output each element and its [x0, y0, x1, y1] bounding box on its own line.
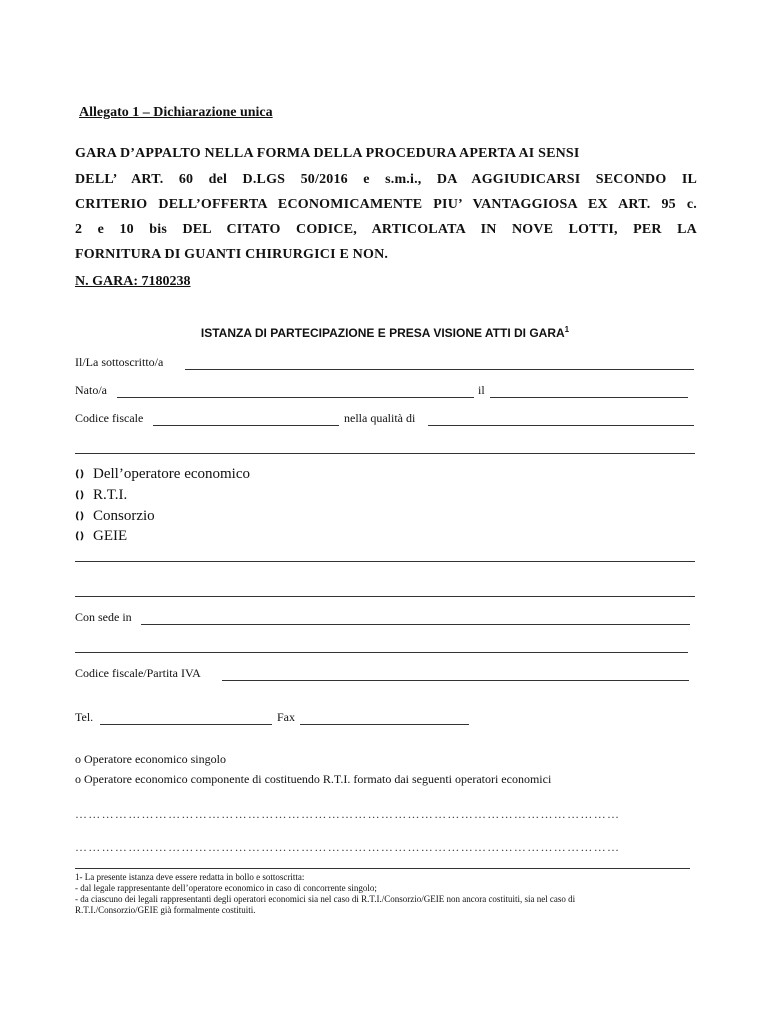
radio-icon[interactable]: () [75, 511, 85, 522]
option-label: GEIE [93, 528, 128, 544]
data-nascita-field[interactable] [490, 397, 688, 398]
codice-fiscale-field[interactable] [153, 425, 339, 426]
gara-number: N. GARA: 7180238 [75, 274, 191, 289]
qualita-label: nella qualità di [344, 411, 416, 425]
qualita-field[interactable] [428, 425, 694, 426]
sottoscritto-field[interactable] [185, 369, 694, 370]
radio-icon[interactable]: () [75, 469, 85, 480]
cf-piva-field[interactable] [222, 680, 689, 681]
codice-fiscale-label: Codice fiscale [75, 411, 144, 425]
cf-piva-label: Codice fiscale/Partita IVA [75, 666, 201, 680]
option-label: R.T.I. [93, 487, 128, 503]
radio-icon[interactable]: () [75, 531, 85, 542]
option-rti[interactable] [75, 487, 127, 504]
dotted-line[interactable]: …………………………………………………………………………………………………………… [75, 840, 621, 854]
blank-line[interactable] [75, 652, 688, 653]
footnote-line: 1- La presente istanza deve essere redatta in bollo e sottoscritta: [75, 872, 305, 882]
nato-label: Nato/a [75, 383, 107, 397]
gara-line-4: 2 e 10 bis DEL CITATO CODICE, ARTICOLATA IN NOVE LOTTI, PER LA [75, 222, 697, 237]
gara-line-2: DELL’ ART. 60 del D.LGS 50/2016 e s.m.i., DA AGGIUDICARSI SECONDO IL [75, 172, 697, 187]
option-operatore-economico[interactable] [75, 466, 250, 483]
fax-field[interactable] [300, 724, 469, 725]
footnote-ref: 1 [564, 325, 570, 334]
con-sede-label: Con sede in [75, 610, 132, 624]
gara-line-3: CRITERIO DELL’OFFERTA ECONOMICAMENTE PIU’ VANTAGGIOSA EX ART. 95 c. [75, 197, 697, 212]
il-label: il [478, 383, 485, 397]
allegato-title: Allegato 1 – Dichiarazione unica [79, 105, 273, 120]
option-label: Dell’operatore economico [93, 466, 251, 482]
radio-icon[interactable]: () [75, 490, 85, 501]
gara-line-5: FORNITURA DI GUANTI CHIRURGICI E NON. [75, 247, 389, 262]
blank-line[interactable] [75, 453, 695, 454]
tel-field[interactable] [100, 724, 272, 725]
nato-field[interactable] [117, 397, 474, 398]
footnote-line: - dal legale rappresentante dell’operatore economico in caso di concorrente singolo; [75, 883, 377, 893]
blank-line[interactable] [75, 561, 695, 562]
option-consorzio[interactable] [75, 508, 155, 525]
istanza-title-text: ISTANZA DI PARTECIPAZIONE E PRESA VISIONE ATTI DI GARA [200, 326, 565, 340]
sottoscritto-label: Il/La sottoscritto/a [75, 355, 164, 369]
operatore-rti-option[interactable]: o Operatore economico componente di costituendo R.T.I. formato dai seguenti operatori economici [75, 772, 552, 786]
gara-line-1: GARA D’APPALTO NELLA FORMA DELLA PROCEDURA APERTA AI SENSI [75, 146, 580, 161]
option-label: Consorzio [93, 508, 155, 524]
dotted-line[interactable]: …………………………………………………………………………………………………………… [75, 807, 621, 821]
istanza-title [0, 325, 770, 340]
fax-label: Fax [277, 710, 295, 724]
operatore-singolo-option[interactable]: o Operatore economico singolo [75, 752, 226, 766]
footnote-separator [75, 868, 690, 869]
con-sede-field[interactable] [141, 624, 690, 625]
blank-line[interactable] [75, 596, 695, 597]
footnote-line: R.T.I./Consorzio/GEIE già formalmente costituiti. [75, 905, 256, 915]
footnote-line: - da ciascuno dei legali rappresentanti degli operatori economici sia nel caso di R.T.I./Consorzio/GEIE non ancora costituiti, sia nel caso di [75, 894, 576, 904]
option-geie[interactable] [75, 528, 127, 545]
tel-label: Tel. [75, 710, 94, 724]
